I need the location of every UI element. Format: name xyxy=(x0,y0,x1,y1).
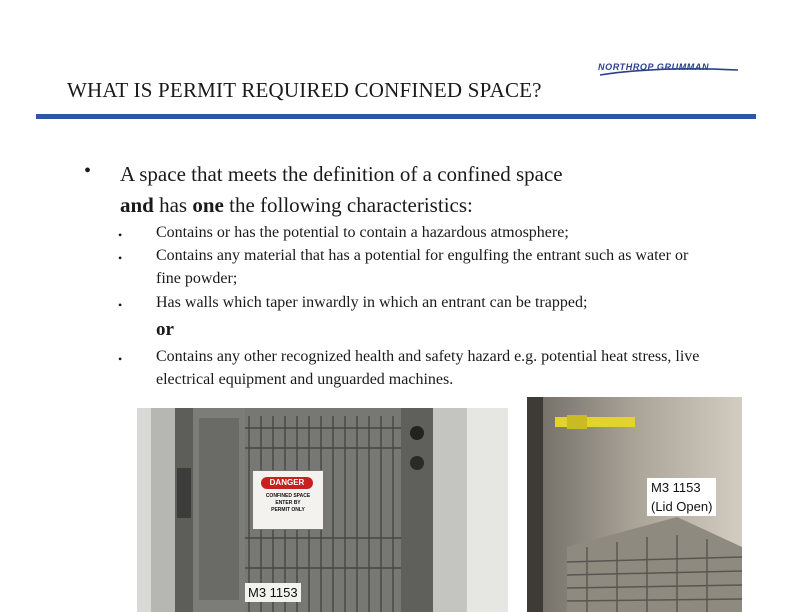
main-bullet-text xyxy=(120,159,720,221)
or-connector: or xyxy=(156,319,174,340)
title-divider xyxy=(36,114,756,119)
one-word: one xyxy=(192,193,224,217)
right-caption-line-2: (Lid Open) xyxy=(651,499,713,514)
sub-bullet: • xyxy=(118,228,123,242)
sub-bullet: • xyxy=(118,251,123,265)
logo-text: NORTHROP GRUMMAN xyxy=(598,62,710,72)
left-photo-caption: M3 1153 xyxy=(245,583,301,602)
and-word: and xyxy=(120,193,154,217)
slide-title: WHAT IS PERMIT REQUIRED CONFINED SPACE? xyxy=(67,78,542,102)
main-line-1: A space that meets the definition of a confined space xyxy=(120,162,563,186)
sub-bullet: • xyxy=(118,298,123,312)
sub-bullet: • xyxy=(118,352,123,366)
sub-item-tapering-walls: Has walls which taper inwardly in which an entrant can be trapped; xyxy=(156,294,588,311)
danger-sign-body xyxy=(255,493,321,514)
sub-item-other-hazard: Contains any other recognized health and safety hazard e.g. potential heat stress, live electrical equipment and unguarded machines. xyxy=(156,348,700,388)
danger-sign xyxy=(252,470,324,530)
danger-sign-line-1: CONFINED SPACE xyxy=(265,493,311,499)
sub-item-hazardous-atmosphere: Contains or has the potential to contain a hazardous atmosphere; xyxy=(156,224,569,241)
right-caption-line-1: M3 1153 xyxy=(651,480,701,495)
lid-open-photo xyxy=(527,397,742,612)
sub-item-engulfing-material: Contains any material that has a potential for engulfing the entrant such as water or fine powder; xyxy=(156,247,689,287)
confined-space-photo xyxy=(137,408,508,612)
danger-sign-line-3: PERMIT ONLY xyxy=(271,507,305,513)
main-line-2-rest: the following characteristics: xyxy=(223,193,473,217)
danger-sign-line-2: ENTER BY xyxy=(275,500,301,506)
danger-sign-header: DANGER xyxy=(261,477,313,489)
right-photo-caption xyxy=(647,478,716,516)
northrop-grumman-logo xyxy=(598,62,740,78)
main-bullet: • xyxy=(84,160,92,182)
has-word: has xyxy=(153,193,193,217)
